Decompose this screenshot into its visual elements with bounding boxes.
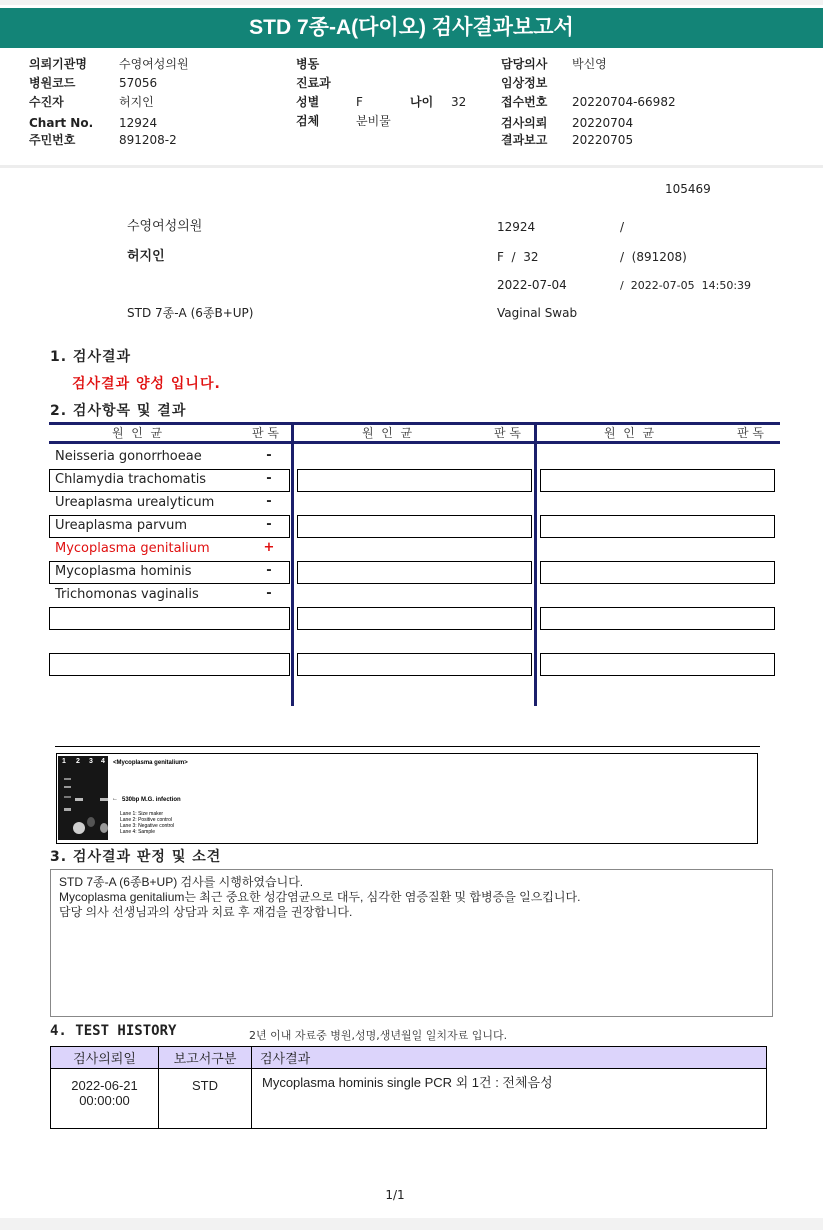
history-col-date: 검사의뢰일	[51, 1047, 159, 1069]
value-patient: 허지인	[119, 95, 154, 109]
gel-title: <Mycoplasma genitalium>	[113, 760, 188, 766]
gel-arrow-icon: ←	[112, 796, 118, 802]
report-title: STD 7종-A(다이오) 검사결과보고서	[0, 8, 823, 48]
section3-title: 3. 검사결과 판정 및 소견	[50, 849, 222, 865]
summary-slash: /	[620, 220, 625, 234]
label-report-date: 결과보고	[501, 133, 548, 147]
opinion-line: STD 7종-A (6종B+UP) 검사를 시행하였습니다.	[59, 875, 304, 889]
grid-divider-2	[534, 422, 537, 706]
col-judge-1: 판 독	[252, 426, 279, 440]
value-report-date: 20220705	[572, 133, 634, 147]
gel-legend-2: Lane 2: Positive control	[120, 817, 172, 823]
table-row	[51, 1069, 767, 1129]
organism-name: Ureaplasma parvum	[55, 518, 188, 533]
history-header-row	[51, 1047, 767, 1069]
organism-result: -	[266, 517, 272, 532]
label-hospital-code: 병원코드	[29, 76, 76, 90]
row-box-10	[49, 653, 290, 676]
col-judge-3: 판 독	[737, 426, 764, 440]
history-time: 00:00:00	[79, 1093, 130, 1108]
row-box-6c	[540, 561, 775, 584]
value-clinic: 수영여성의원	[119, 57, 189, 71]
section1-title: 1. 검사결과	[50, 349, 132, 365]
summary-name: 허지인	[127, 249, 165, 264]
value-chart-no: 12924	[119, 116, 158, 130]
value-resident-no: 891208-2	[119, 133, 177, 147]
label-receipt-no: 접수번호	[501, 95, 548, 109]
organism-result: -	[266, 494, 272, 509]
gel-legend-3: Lane 3: Negative control	[120, 823, 175, 829]
col-header-3: 원 인 균	[604, 426, 655, 440]
row-box-8	[49, 607, 290, 630]
summary-clinic: 수영여성의원	[127, 219, 203, 234]
organism-name: Ureaplasma urealyticum	[55, 495, 215, 510]
label-request-date: 검사의뢰	[501, 116, 548, 130]
summary-sex-age: F / 32	[497, 250, 539, 264]
row-box-2c	[540, 469, 775, 492]
row-box-10b	[297, 653, 532, 676]
gel-lane-4: 4	[101, 758, 105, 765]
history-note: 2년 이내 자료중 병원,성명,생년월일 일치자료 입니다.	[249, 1029, 508, 1042]
opinion-text	[59, 875, 580, 920]
gel-marker-label: 530bp M.G. infection	[122, 797, 181, 803]
row-box-10c	[540, 653, 775, 676]
gel-lane-3: 3	[89, 758, 93, 765]
label-ward: 병동	[296, 57, 320, 71]
opinion-line: Mycoplasma genitalium는 최근 중요한 성감염균으로 대두, 심각한 염증질환 및 합병증을 일으킵니다.	[59, 890, 581, 904]
value-request-date: 20220704	[572, 116, 634, 130]
row-box-4b	[297, 515, 532, 538]
grid-divider-1	[291, 422, 294, 706]
section4-title: 4. TEST HISTORY	[50, 1023, 177, 1039]
history-type: STD	[159, 1069, 252, 1129]
history-date: 2022-06-21	[71, 1078, 138, 1093]
section2-title: 2. 검사항목 및 결과	[50, 403, 187, 419]
gel-electrophoresis-image	[58, 756, 108, 840]
row-box-6b	[297, 561, 532, 584]
header-divider	[0, 165, 823, 168]
label-doctor: 담당의사	[501, 57, 548, 71]
summary-specimen: Vaginal Swab	[497, 306, 578, 320]
gel-lane-1: 1	[62, 758, 66, 765]
organism-result: -	[266, 563, 272, 578]
value-sex: F	[356, 95, 363, 109]
label-sex: 성별	[296, 95, 320, 109]
summary-date: 2022-07-04	[497, 278, 567, 292]
label-clinical-info: 임상정보	[501, 76, 548, 90]
gel-legend-1: Lane 1: Size maker	[120, 811, 164, 817]
col-judge-2: 판 독	[494, 426, 521, 440]
history-result: Mycoplasma hominis single PCR 외 1건 : 전체음성	[252, 1069, 767, 1129]
history-date-cell	[51, 1069, 159, 1129]
bottom-strip	[0, 1218, 823, 1230]
label-specimen: 검체	[296, 114, 320, 128]
history-col-type: 보고서구분	[159, 1047, 252, 1069]
row-box-4c	[540, 515, 775, 538]
opinion-line: 담당 의사 선생님과의 상담과 치료 후 재검을 권장합니다.	[59, 905, 353, 919]
summary-report-time: / 2022-07-05 14:50:39	[620, 279, 752, 292]
value-hospital-code: 57056	[119, 76, 158, 90]
label-resident-no: 주민번호	[29, 133, 76, 147]
value-specimen: 분비물	[356, 114, 391, 128]
gel-lane-2: 2	[76, 758, 80, 765]
organism-result: -	[266, 586, 272, 601]
organism-name: Neisseria gonorrhoeae	[55, 449, 202, 464]
gel-legend-4: Lane 4: Sample	[120, 829, 156, 835]
label-patient: 수진자	[29, 95, 64, 109]
organism-result-positive: +	[263, 540, 275, 555]
top-strip	[0, 0, 823, 5]
section1-result: 검사결과 양성 입니다.	[72, 376, 221, 392]
organism-result: -	[266, 448, 272, 463]
organism-name: Mycoplasma hominis	[55, 564, 192, 579]
summary-chart: 12924	[497, 220, 536, 234]
summary-test: STD 7종-A (6종B+UP)	[127, 306, 254, 320]
organism-name-positive: Mycoplasma genitalium	[55, 541, 210, 556]
page-number: 1/1	[385, 1188, 405, 1202]
history-table	[50, 1046, 767, 1129]
label-clinic: 의뢰기관명	[29, 57, 87, 71]
row-box-8c	[540, 607, 775, 630]
organism-name: Trichomonas vaginalis	[55, 587, 199, 602]
label-department: 진료과	[296, 76, 331, 90]
report-code: 105469	[665, 182, 711, 196]
organism-name: Chlamydia trachomatis	[55, 472, 207, 487]
gel-top-rule	[55, 746, 760, 747]
row-box-8b	[297, 607, 532, 630]
value-age: 32	[451, 95, 467, 109]
summary-birth: / (891208)	[620, 250, 687, 264]
label-age: 나이	[410, 95, 434, 109]
row-box-2b	[297, 469, 532, 492]
col-header-1: 원 인 균	[112, 426, 163, 440]
organism-result: -	[266, 471, 272, 486]
value-doctor: 박신영	[572, 57, 607, 71]
label-chart-no: Chart No.	[29, 116, 94, 130]
col-header-2: 원 인 균	[362, 426, 413, 440]
history-col-result: 검사결과	[252, 1047, 767, 1069]
value-receipt-no: 20220704-66982	[572, 95, 676, 109]
